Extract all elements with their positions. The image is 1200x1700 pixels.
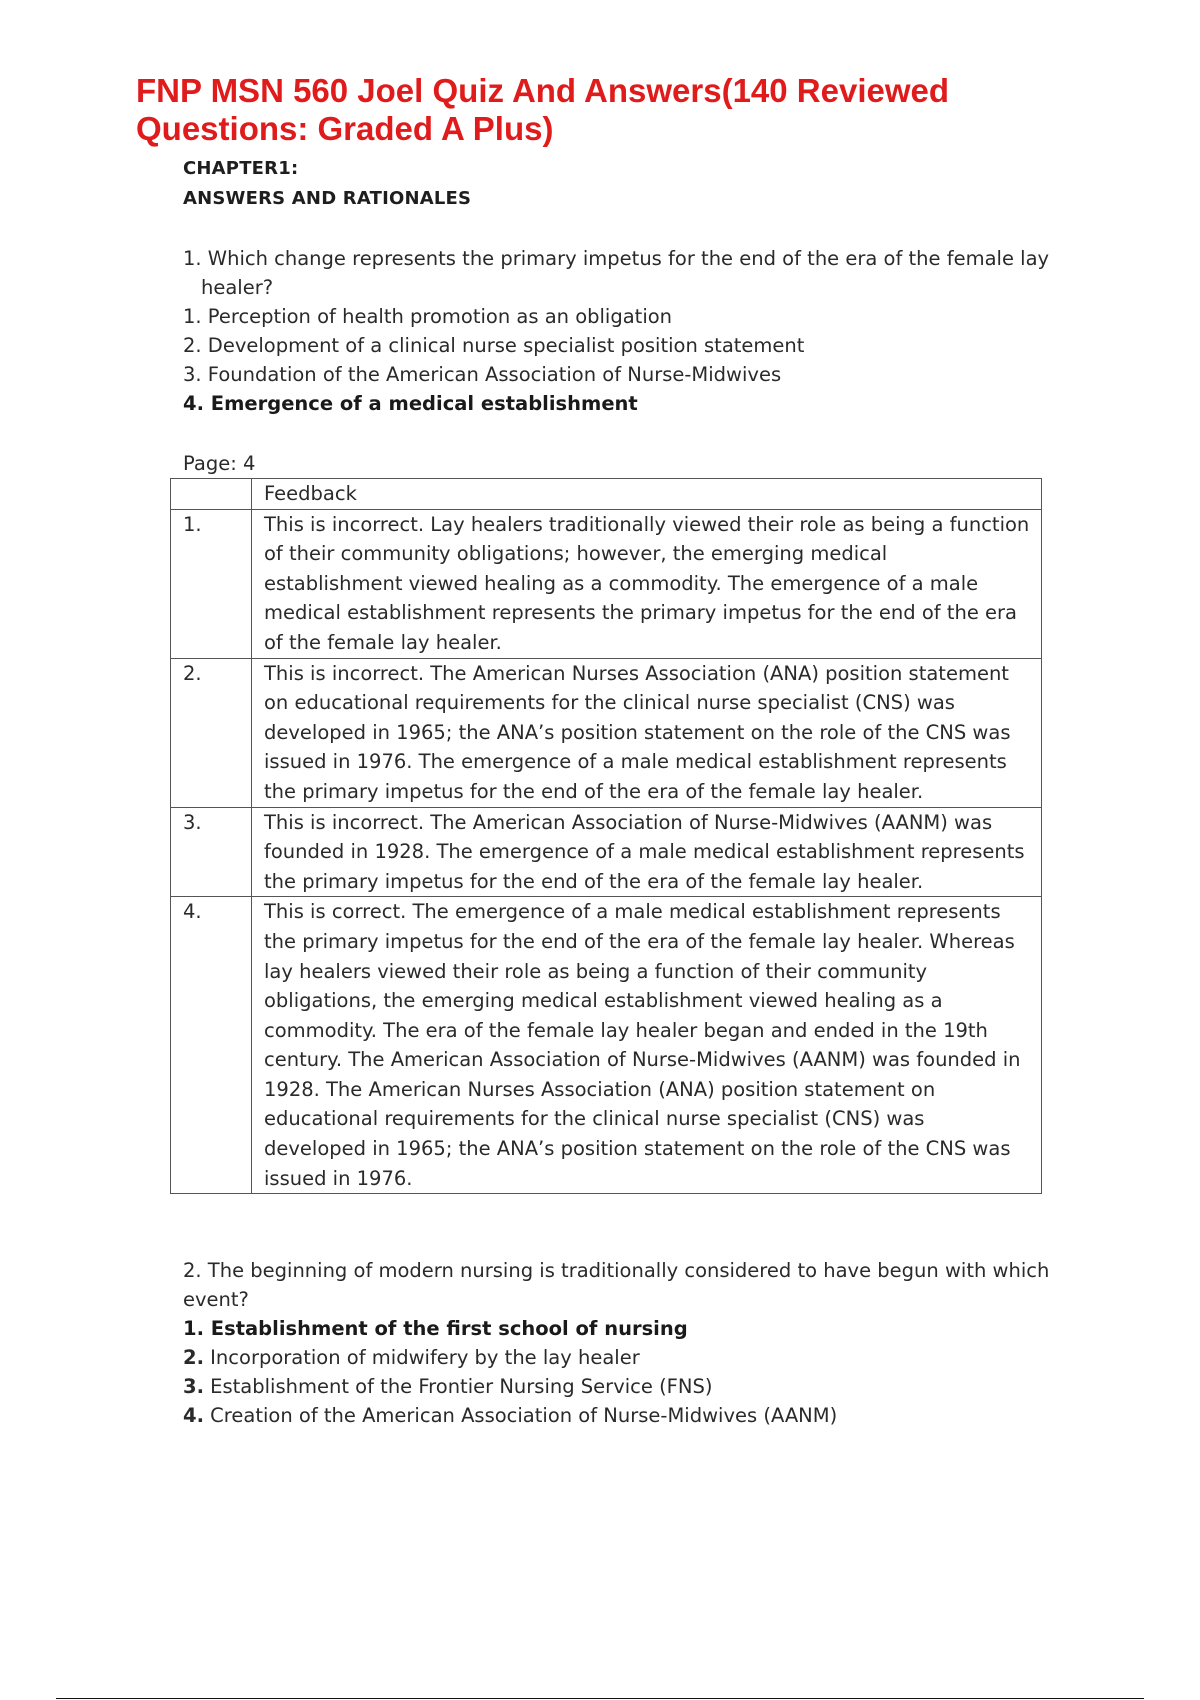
- question-2-option-4: [183, 1401, 1063, 1430]
- option-number: 3.: [183, 1375, 204, 1398]
- option-text: Creation of the American Association of Nurse-Midwives (AANM): [203, 1404, 838, 1427]
- feedback-row-num: 1.: [171, 509, 252, 658]
- page-reference: Page: 4: [183, 452, 256, 475]
- question-1-option-3: 3. Foundation of the American Association of Nurse-Midwives: [183, 363, 782, 386]
- feedback-row: [171, 807, 1042, 897]
- feedback-row-num: 4.: [171, 897, 252, 1194]
- question-2-option-2: [183, 1343, 1063, 1372]
- option-text: Incorporation of midwifery by the lay healer: [203, 1346, 640, 1369]
- feedback-row-num: 3.: [171, 807, 252, 897]
- feedback-row-text: This is correct. The emergence of a male medical establishment represents the primary impetus for the end of the era of the female lay healer. Whereas lay healers viewed their role as being a function of their community obligations, the emerging medical establishment viewed healing as a commodity. The era of the female lay healer began and ended in the 19th century. The American Association of Nurse-Midwives (AANM) was founded in 1928. The American Nurses Association (ANA) position statement on educational requirements for the clinical nurse specialist (CNS) was developed in 1965; the ANA’s position statement on the role of the CNS was issued in 1976.: [252, 897, 1042, 1194]
- feedback-header-cell: Feedback: [252, 479, 1042, 510]
- question-2-option-3: [183, 1372, 1063, 1401]
- question-2-option-1-correct: [183, 1314, 1063, 1343]
- question-2-stem: 2. The beginning of modern nursing is traditionally considered to have begun with which event?: [183, 1259, 1050, 1311]
- feedback-header-row: [171, 479, 1042, 510]
- option-text: Establishment of the Frontier Nursing Service (FNS): [203, 1375, 713, 1398]
- footer-divider: [56, 1698, 1144, 1699]
- feedback-table: [170, 478, 1042, 1194]
- question-1-option-2: 2. Development of a clinical nurse specialist position statement: [183, 334, 805, 357]
- question-1-option-4-correct: 4. Emergence of a medical establishment: [183, 392, 638, 415]
- option-text: Establishment of the first school of nursing: [203, 1317, 688, 1340]
- option-number: 4.: [183, 1404, 204, 1427]
- feedback-row-text: This is incorrect. Lay healers traditionally viewed their role as being a function of their community obligations; however, the emerging medical establishment viewed healing as a commodity. The emergence of a male medical establishment represents the primary impetus for the end of the era of the female lay healer.: [252, 509, 1042, 658]
- feedback-row: [171, 658, 1042, 807]
- chapter-label: CHAPTER1:: [183, 158, 299, 179]
- feedback-row-text: This is incorrect. The American Nurses Association (ANA) position statement on educational requirements for the clinical nurse specialist (CNS) was developed in 1965; the ANA’s position statement on the role of the CNS was issued in 1976. The emergence of a male medical establishment represents the primary impetus for the end of the era of the female lay healer.: [252, 658, 1042, 807]
- section-label: ANSWERS AND RATIONALES: [183, 188, 472, 209]
- feedback-row-num: 2.: [171, 658, 252, 807]
- question-1: [183, 244, 1063, 418]
- feedback-header-num-cell: [171, 479, 252, 510]
- question-1-option-1: 1. Perception of health promotion as an obligation: [183, 305, 673, 328]
- feedback-row: [171, 897, 1042, 1194]
- question-1-stem: 1. Which change represents the primary impetus for the end of the era of the female lay healer?: [183, 247, 1050, 299]
- question-2: [183, 1256, 1063, 1430]
- feedback-row-text: This is incorrect. The American Association of Nurse-Midwives (AANM) was founded in 1928. The emergence of a male medical establishment represents the primary impetus for the end of the era of the female lay healer.: [252, 807, 1042, 897]
- document-title: FNP MSN 560 Joel Quiz And Answers(140 Reviewed Questions: Graded A Plus): [136, 72, 950, 147]
- option-number: 2.: [183, 1346, 204, 1369]
- feedback-row: [171, 509, 1042, 658]
- option-number: 1.: [183, 1317, 204, 1340]
